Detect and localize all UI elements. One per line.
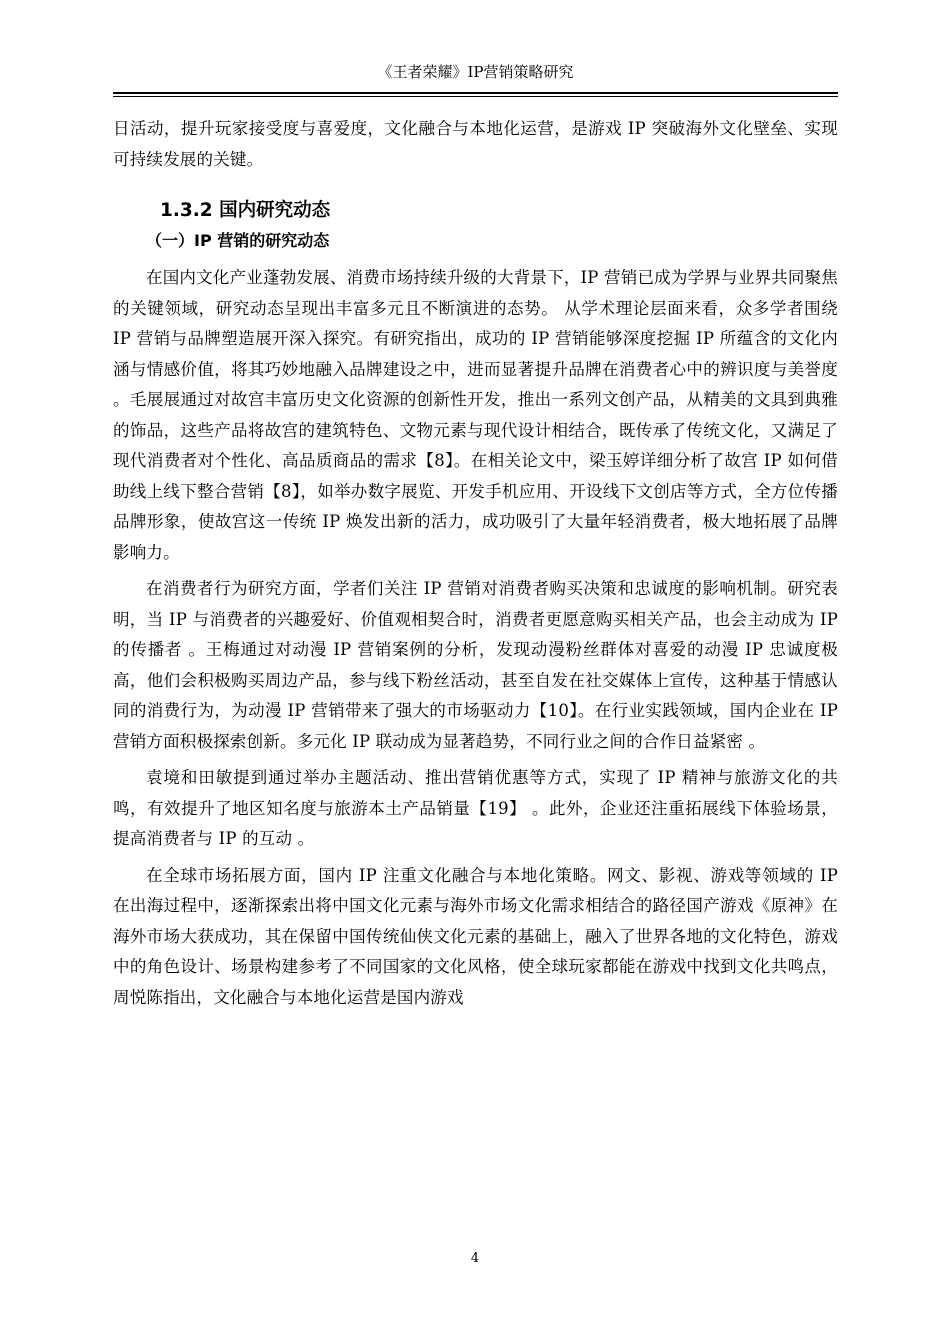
body-paragraph-4: 在全球市场拓展方面，国内 IP 注重文化融合与本地化策略。网文、影视、游戏等领域的 IP 在出海过程中，逐渐探索出将中国文化元素与海外市场文化需求相结合的路径国产游戏《原神》在海外市场大获成功，其在保留中国传统仙侠文化元素的基础上，融入了世界各地的文化特色，游戏中的角色设计、场景构建参考了不同国家的文化风格，使全球玩家都能在游戏中找到文化共鸣点，周悦陈指出，文化融合与本地化运营是国内游戏: [113, 865, 838, 1007]
page-header-title: 《王者荣耀》IP营销策略研究: [377, 63, 574, 81]
body-paragraph-1: 在国内文化产业蓬勃发展、消费市场持续升级的大背景下，IP 营销已成为学界与业界共同聚焦的关键领域，研究动态呈现出丰富多元且不断演进的态势。 从学术理论层面来看，众多学者围绕 IP 营销与品牌塑造展开深入探究。有研究指出，成功的 IP 营销能够深度挖掘 IP 所蕴含的文化内涵与情感价值，将其巧妙地融入品牌建设之中，进而显著提升品牌在消费者心中的辨识度与美誉度 。毛展展通过对故宫丰富历史文化资源的创新性开发，推出一系列文创产品，从精美的文具到典雅的饰品，这些产品将故宫的建筑特色、文物元素与现代设计相结合，既传承了传统文化，又满足了现代消费者对个性化、高品质商品的需求【8】。在相关论文中，梁玉婷详细分析了故宫 IP 如何借助线上线下整合营销【8】，如举办数字展览、开发手机应用、开设线下文创店等方式，全方位传播品牌形象，使故宫这一传统 IP 焕发出新的活力，成功吸引了大量年轻消费者，极大地拓展了品牌影响力。: [113, 268, 838, 562]
body-paragraph-3: 袁境和田敏提到通过举办主题活动、推出营销优惠等方式，实现了 IP 精神与旅游文化的共鸣，有效提升了地区知名度与旅游本土产品销量【19】 。此外，企业还注重拓展线下体验场景，提高消费者与 IP 的互动 。: [113, 768, 838, 848]
section-title: 1.3.2 国内研究动态: [160, 200, 331, 221]
page-number: 4: [470, 1251, 480, 1266]
header-rule-thick: [113, 92, 838, 94]
body-paragraph-2: 在消费者行为研究方面，学者们关注 IP 营销对消费者购买决策和忠诚度的影响机制。研究表明，当 IP 与消费者的兴趣爱好、价值观相契合时，消费者更愿意购买相关产品，也会主动成为 IP 的传播者 。王梅通过对动漫 IP 营销案例的分析，发现动漫粉丝群体对喜爱的动漫 IP 忠诚度极高，他们会积极购买周边产品，参与线下粉丝活动，甚至自发在社交媒体上宣传，这种基于情感认同的消费行为，为动漫 IP 营销带来了强大的市场驱动力【10】。在行业实践领域，国内企业在 IP 营销方面积极探索创新。多元化 IP 联动成为显著趋势，不同行业之间的合作日益紧密 。: [113, 579, 838, 751]
header-rule-thin: [113, 96, 838, 97]
page-body: [113, 114, 838, 1013]
subsection-title: （一）IP 营销的研究动态: [146, 231, 330, 250]
intro-paragraph: 日活动，提升玩家接受度与喜爱度，文化融合与本地化运营，是游戏 IP 突破海外文化壁垒、实现可持续发展的关键。: [113, 119, 838, 169]
